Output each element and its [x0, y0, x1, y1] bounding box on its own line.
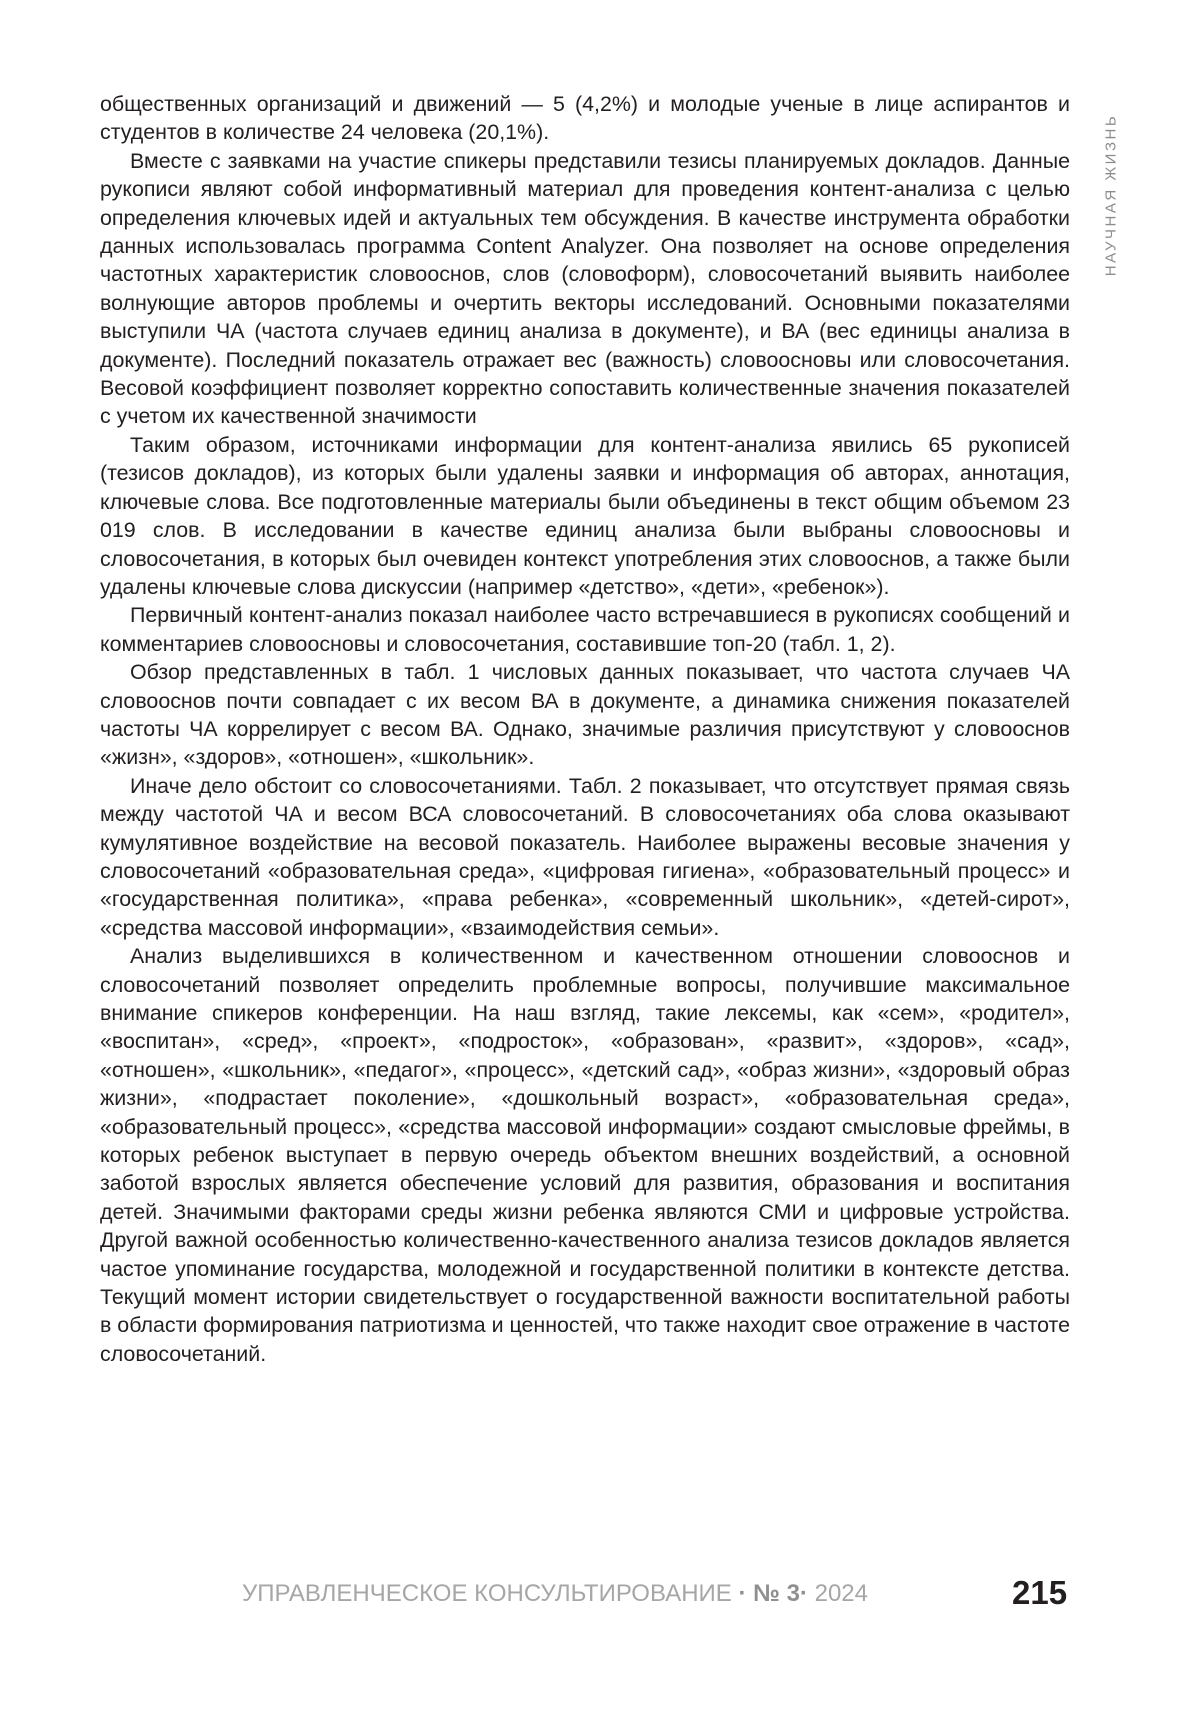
page-footer	[0, 1574, 1200, 1614]
paragraph: Вместе с заявками на участие спикеры представили тезисы планируемых докладов. Данные рукописи являют собой информативный материал для проведения контент-анализа с целью определения ключевых идей и актуальных тем обсуждения. В качестве инструмента обработки данных использовалась программа Content Analyzer. Она позволяет на основе определения частотных характеристик словооснов, слов (словоформ), словосочетаний выявить наиболее волнующие авторов проблемы и очертить векторы исследований. Основными показателями выступили ЧА (частота случаев единиц анализа в документе), и ВА (вес единицы анализа в документе). Последний показатель отражает вес (важность) словоосновы или словосочетания. Весовой коэффициент позволяет корректно сопоставить количественные значения показателей с учетом их качественной значимости	[100, 147, 1070, 431]
issue-year: 2024	[815, 1580, 868, 1607]
section-header-vertical	[1096, 100, 1126, 290]
journal-page	[0, 0, 1200, 1710]
separator-dot: ·	[800, 1580, 808, 1607]
article-body	[100, 90, 1070, 1368]
paragraph: Таким образом, источниками информации для контент-анализа явились 65 рукописей (тезисов докладов), из которых были удалены заявки и информация об авторах, аннотация, ключевые слова. Все подготовленные материалы были объединены в текст общим объемом 23 019 слов. В исследовании в качестве единиц анализа были выбраны словоосновы и словосочетания, в которых был очевиден контекст употребления этих словооснов, а также были удалены ключевые слова дискуссии (например «детство», «дети», «ребенок»).	[100, 431, 1070, 601]
paragraph: Обзор представленных в табл. 1 числовых данных показывает, что частота случаев ЧА словооснов почти совпадает с их весом ВА в документе, а динамика снижения показателей частоты ЧА коррелирует с весом ВА. Однако, значимые различия присутствуют у словооснов «жизн», «здоров», «отношен», «школьник».	[100, 658, 1070, 772]
paragraph: общественных организаций и движений — 5 (4,2%) и молодые ученые в лице аспирантов и студентов в количестве 24 человека (20,1%).	[100, 90, 1070, 147]
paragraph: Анализ выделившихся в количественном и качественном отношении словооснов и словосочетаний позволяет определить проблемные вопросы, получившие максимальное внимание спикеров конференции. На наш взгляд, такие лексемы, как «сем», «родител», «воспитан», «сред», «проект», «подросток», «образован», «развит», «здоров», «сад», «отношен», «школьник», «педагог», «процесс», «детский сад», «образ жизни», «здоровый образ жизни», «подрастает поколение», «дошкольный возраст», «образовательная среда», «образовательный процесс», «средства массовой информации» создают смысловые фреймы, в которых ребенок выступает в первую очередь объектом внешних воздействий, а основной заботой взрослых является обеспечение условий для развития, образования и воспитания детей. Значимыми факторами среды жизни ребенка являются СМИ и цифровые устройства. Другой важной особенностью количественно-качественного анализа тезисов докладов является частое упоминание государства, молодежной и государственной политики в контексте детства. Текущий момент истории свидетельствует о государственной важности воспитательной работы в области формирования патриотизма и ценностей, что также находит свое отражение в частоте словосочетаний.	[100, 942, 1070, 1368]
issue-number: № 3	[753, 1580, 800, 1607]
page-number: 215	[1012, 1574, 1067, 1612]
separator-dot: ·	[738, 1580, 746, 1607]
paragraph: Первичный контент-анализ показал наиболее часто встречавшиеся в рукописях сообщений и комментариев словоосновы и словосочетания, составившие топ-20 (табл. 1, 2).	[100, 601, 1070, 658]
journal-title: УПРАВЛЕНЧЕСКОЕ КОНСУЛЬТИРОВАНИЕ	[242, 1580, 732, 1607]
paragraph: Иначе дело обстоит со словосочетаниями. Табл. 2 показывает, что отсутствует прямая связь между частотой ЧА и весом ВСА словосочетаний. В словосочетаниях оба слова оказывают кумулятивное воздействие на весовой показатель. Наиболее выражены весовые значения у словосочетаний «образовательная среда», «цифровая гигиена», «образовательный процесс» и «государственная политика», «права ребенка», «современный школьник», «детей-сирот», «средства массовой информации», «взаимодействия семьи».	[100, 772, 1070, 942]
section-title: НАУЧНАЯ ЖИЗНЬ	[1103, 114, 1120, 276]
journal-running-title	[242, 1580, 868, 1608]
